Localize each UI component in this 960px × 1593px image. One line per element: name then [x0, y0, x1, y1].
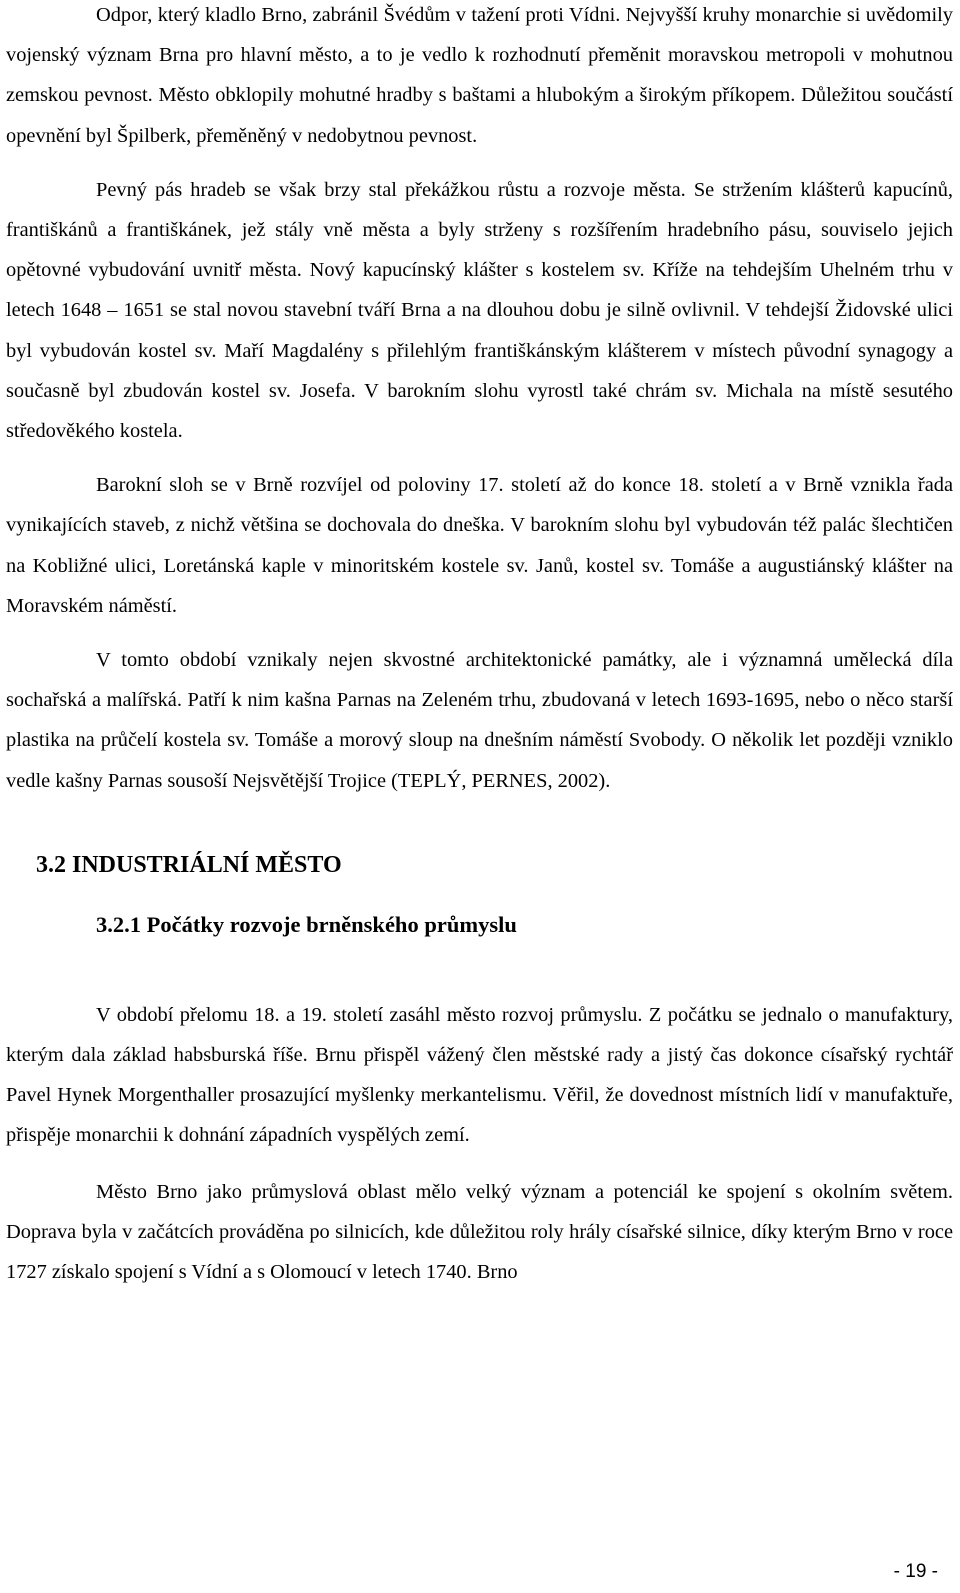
paragraph-transport: Město Brno jako průmyslová oblast mělo velký význam a potenciál ke spojení s okolním světem. Doprava byla v začátcích prováděna po silnicích, kde důležitou roly hrály císařské silnice, díky kterým Brno v roce 1727 získalo spojení s Vídní a s Olomoucí v letech 1740. Brno	[6, 1180, 953, 1284]
paragraph-fortification: Odpor, který kladlo Brno, zabránil Švédům v tažení proti Vídni. Nejvyšší kruhy monarchie si uvědomily vojenský význam Brna pro hlavní město, a to je vedlo k rozhodnutí přeměnit moravskou metropoli v mohutnou zemskou pevnost. Město obklopily mohutné hradby s baštami a hlubokým a širokým příkopem. Důležitou součástí opevnění byl Špilberk, přeměněný v nedobytnou pevnost.	[6, 4, 953, 147]
document-page	[6, 0, 953, 1292]
paragraph-industry-beginnings: V období přelomu 18. a 19. století zasáhl město rozvoj průmyslu. Z počátku se jednalo o manufaktury, kterým dala základ habsburská říše. Brnu přispěl vážený člen městské rady a jistý čas dokonce císařský rychtář Pavel Hynek Morgenthaller prosazující myšlenky merkantelismu. Věřil, že dovednost místních lidí v manufaktuře, přispěje monarchii k dohnání západních vyspělých zemí.	[6, 1003, 953, 1147]
section-heading: 3.2 INDUSTRIÁLNÍ MĚSTO	[36, 851, 342, 878]
subsection-heading: 3.2.1 Počátky rozvoje brněnského průmyslu	[96, 911, 517, 937]
paragraph-art-works: V tomto období vznikaly nejen skvostné architektonické památky, ale i významná umělecká díla sochařská a malířská. Patří k nim kašna Parnas na Zeleném trhu, zbudovaná v letech 1693-1695, nebo o něco starší plastika na průčelí kostela sv. Tomáše a morový sloup na dnešním náměstí Svobody. O několik let později vzniklo vedle kašny Parnas sousoší Nejsvětější Trojice (TEPLÝ, PERNES, 2002).	[6, 649, 953, 792]
page-number: - 19 -	[893, 1561, 938, 1582]
paragraph-baroque-style: Barokní sloh se v Brně rozvíjel od poloviny 17. století až do konce 18. století a v Brně vznikla řada vynikajících staveb, z nichž většina se dochovala do dneška. V barokním slohu byl vybudován též palác šlechtičen na Kobližné ulici, Loretánská kaple v minoritském kostele sv. Janů, kostel sv. Tomáše a augustiánský klášter na Moravském náměstí.	[6, 474, 953, 617]
paragraph-city-walls: Pevný pás hradeb se však brzy stal překážkou růstu a rozvoje města. Se stržením klášterů kapucínů, františkánů a františkánek, jež stály vně města a byly strženy s rozšířením hradebního pásu, souviselo jejich opětovné vybudování uvnitř města. Nový kapucínský klášter s kostelem sv. Kříže na tehdejším Uhelném trhu v letech 1648 – 1651 se stal novou stavební tváří Brna a na dlouhou dobu je silně ovlivnil. V tehdejší Židovské ulici byl vybudován kostel sv. Maří Magdalény s přilehlým františkánským klášterem v místech původní synagogy a současně byl zbudován kostel sv. Josefa. V barokním slohu vyrostl také chrám sv. Michala na místě sesutého středověkého kostela.	[6, 178, 953, 443]
